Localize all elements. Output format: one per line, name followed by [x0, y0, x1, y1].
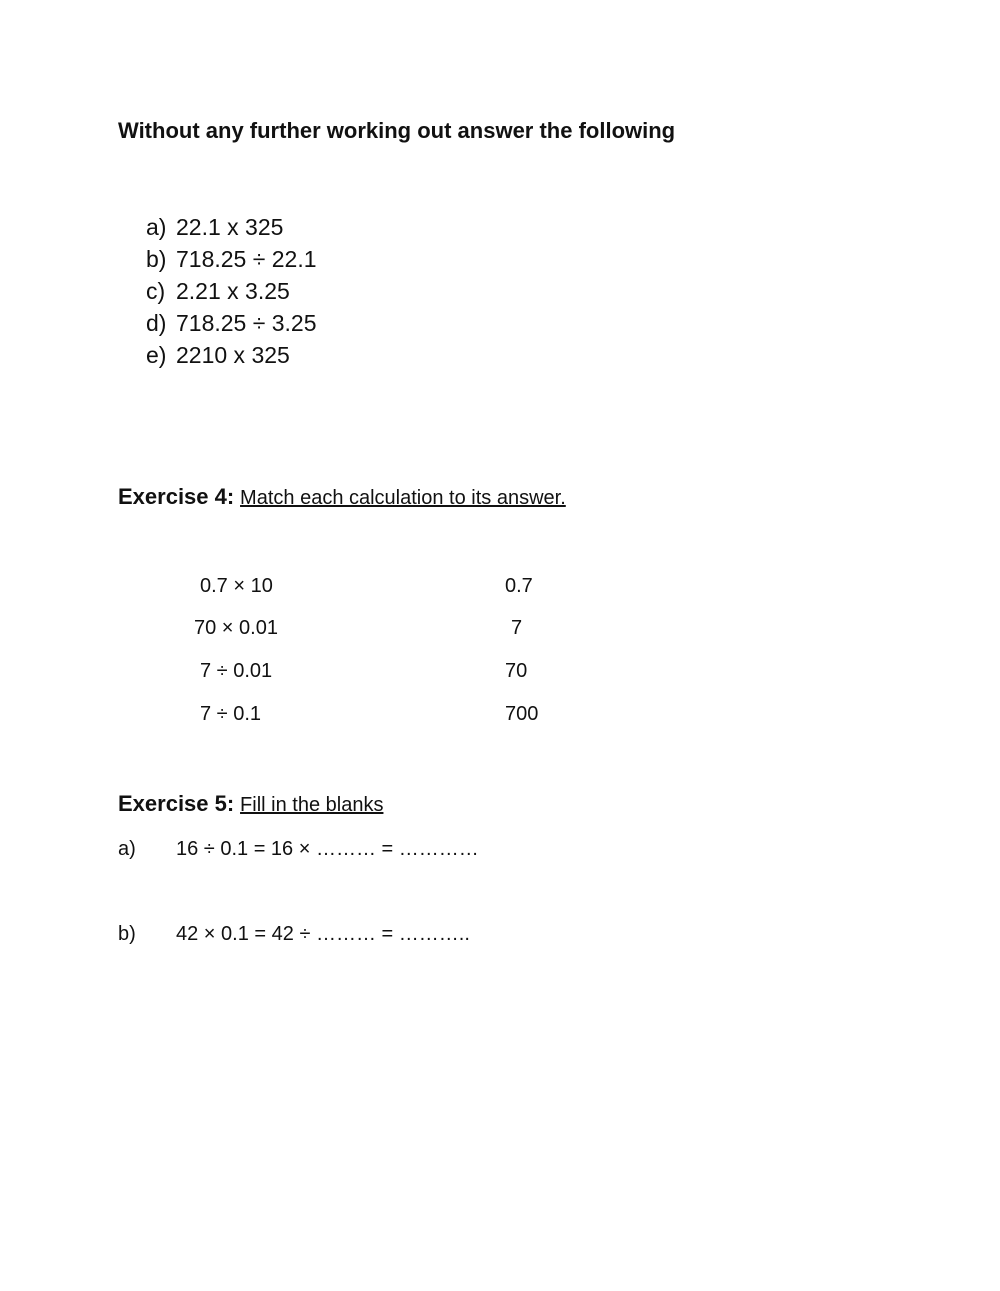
question-item [146, 211, 317, 243]
question-text: 718.25 ÷ 22.1 [176, 246, 317, 272]
fill-text: 42 × 0.1 = 42 ÷ ……… = ……….. [176, 923, 470, 945]
question-letter: a) [146, 214, 167, 240]
answer-item: 7 [511, 617, 523, 639]
fill-letter: b) [118, 923, 136, 945]
fill-item [118, 838, 479, 861]
fill-item [118, 923, 470, 946]
question-item [146, 307, 317, 339]
exercise5-heading [118, 791, 383, 817]
question-item [146, 275, 317, 307]
calculation-item: 7 ÷ 0.01 [200, 660, 273, 682]
calculation-item: 0.7 × 10 [200, 575, 273, 597]
question-text: 22.1 x 325 [176, 214, 284, 240]
question-item [146, 243, 317, 275]
fill-text: 16 ÷ 0.1 = 16 × ……… = ………… [176, 838, 479, 860]
answer-item: 700 [505, 703, 539, 725]
question-item [146, 339, 317, 371]
exercise4-title: Exercise 4: [118, 484, 235, 509]
exercise5-title: Exercise 5: [118, 791, 235, 816]
answer-item: 0.7 [505, 575, 533, 597]
question-list [146, 211, 317, 371]
question-letter: b) [146, 246, 167, 272]
exercise4-heading [118, 484, 566, 510]
question-text: 718.25 ÷ 3.25 [176, 310, 317, 336]
fill-letter: a) [118, 838, 136, 860]
worksheet-heading: Without any further working out answer the following [118, 118, 676, 143]
question-text: 2.21 x 3.25 [176, 278, 290, 304]
question-letter: d) [146, 310, 167, 336]
calculation-item: 70 × 0.01 [194, 617, 278, 639]
answer-item: 70 [505, 660, 528, 682]
question-text: 2210 x 325 [176, 342, 290, 368]
question-letter: e) [146, 342, 167, 368]
question-letter: c) [146, 278, 166, 304]
exercise5-instruction: Fill in the blanks [240, 794, 384, 816]
calculation-item: 7 ÷ 0.1 [200, 703, 262, 725]
exercise4-instruction: Match each calculation to its answer. [240, 487, 566, 509]
